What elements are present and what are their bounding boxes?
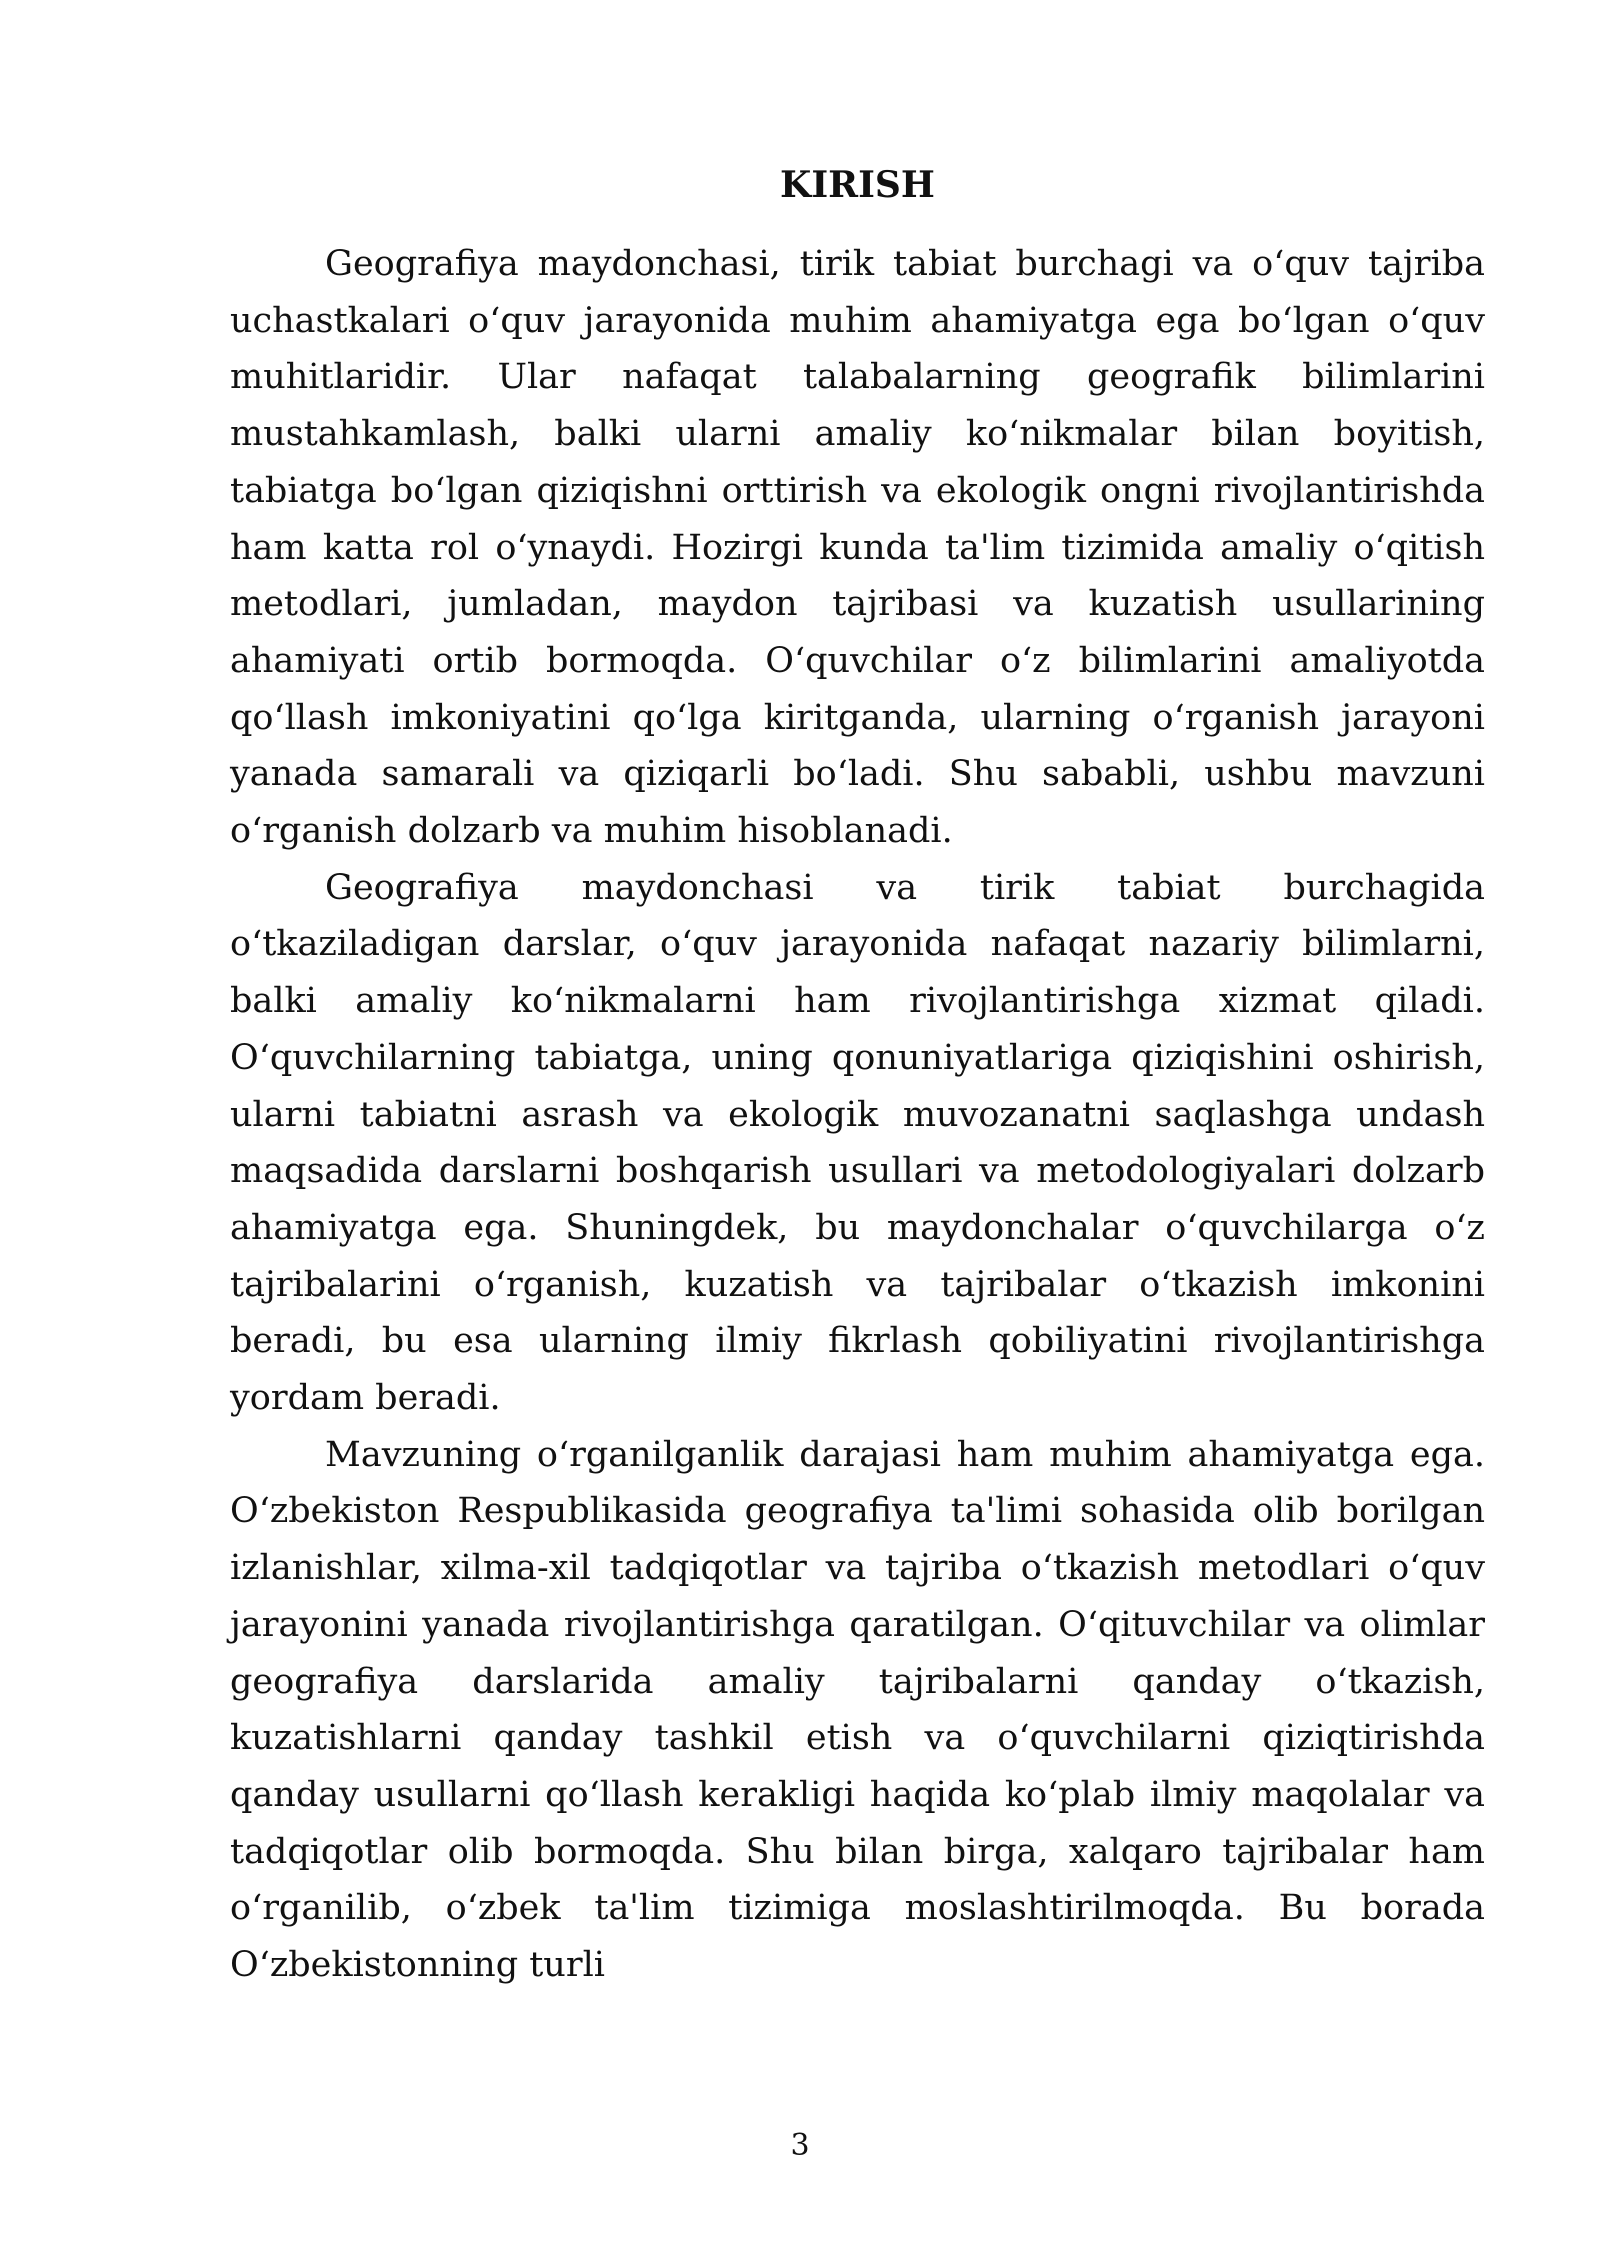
paragraph-1: Geografiya maydonchasi, tirik tabiat burchagi va oʻquv tajriba uchastkalari oʻquv jarayonida muhim ahamiyatga ega boʻlgan oʻquv muhitlaridir. Ular nafaqat talabalarning geografik bilimlarini mustahkamlash, balki ularni amaliy koʻnikmalar bilan boyitish, tabiatga boʻlgan qiziqishni orttirish va ekologik ongni rivojlantirishda ham katta rol oʻynaydi. Hozirgi kunda ta'lim tizimida amaliy oʻqitish metodlari, jumladan, maydon tajribasi va kuzatish usullarining ahamiyati ortib bormoqda. Oʻquvchilar oʻz bilimlarini amaliyotda qoʻllash imkoniyatini qoʻlga kiritganda, ularning oʻrganish jarayoni yanada samarali va qiziqarli boʻladi. Shu sababli, ushbu mavzuni oʻrganish dolzarb va muhim hisoblanadi. (230, 244, 1485, 852)
paragraph-3: Mavzuning oʻrganilganlik darajasi ham muhim ahamiyatga ega. Oʻzbekiston Respublikasida geografiya ta'limi sohasida olib borilgan izlanishlar, xilma-xil tadqiqotlar va tajriba oʻtkazish metodlari oʻquv jarayonini yanada rivojlantirishga qaratilgan. Oʻqituvchilar va olimlar geografiya darslarida amaliy tajribalarni qanday oʻtkazish, kuzatishlarni qanday tashkil etish va oʻquvchilarni qiziqtirishda qanday usullarni qoʻllash kerakligi haqida koʻplab ilmiy maqolalar va tadqiqotlar olib bormoqda. Shu bilan birga, xalqaro tajribalar ham oʻrganilib, oʻzbek ta'lim tizimiga moslashtirilmoqda. Bu borada Oʻzbekistonning turli (230, 1434, 1485, 1986)
section-title: KIRISH (780, 164, 935, 206)
page-number: 3 (790, 2128, 810, 2163)
paragraph-2: Geografiya maydonchasi va tirik tabiat burchagida oʻtkaziladigan darslar, oʻquv jarayonida nafaqat nazariy bilimlarni, balki amaliy koʻnikmalarni ham rivojlantirishga xizmat qiladi. Oʻquvchilarning tabiatga, uning qonuniyatlariga qiziqishini oshirish, ularni tabiatni asrash va ekologik muvozanatni saqlashga undash maqsadida darslarni boshqarish usullari va metodologiyalari dolzarb ahamiyatga ega. Shuningdek, bu maydonchalar oʻquvchilarga oʻz tajribalarini oʻrganish, kuzatish va tajribalar oʻtkazish imkonini beradi, bu esa ularning ilmiy fikrlash qobiliyatini rivojlantirishga yordam beradi. (230, 867, 1485, 1419)
page-content (230, 150, 1485, 1994)
